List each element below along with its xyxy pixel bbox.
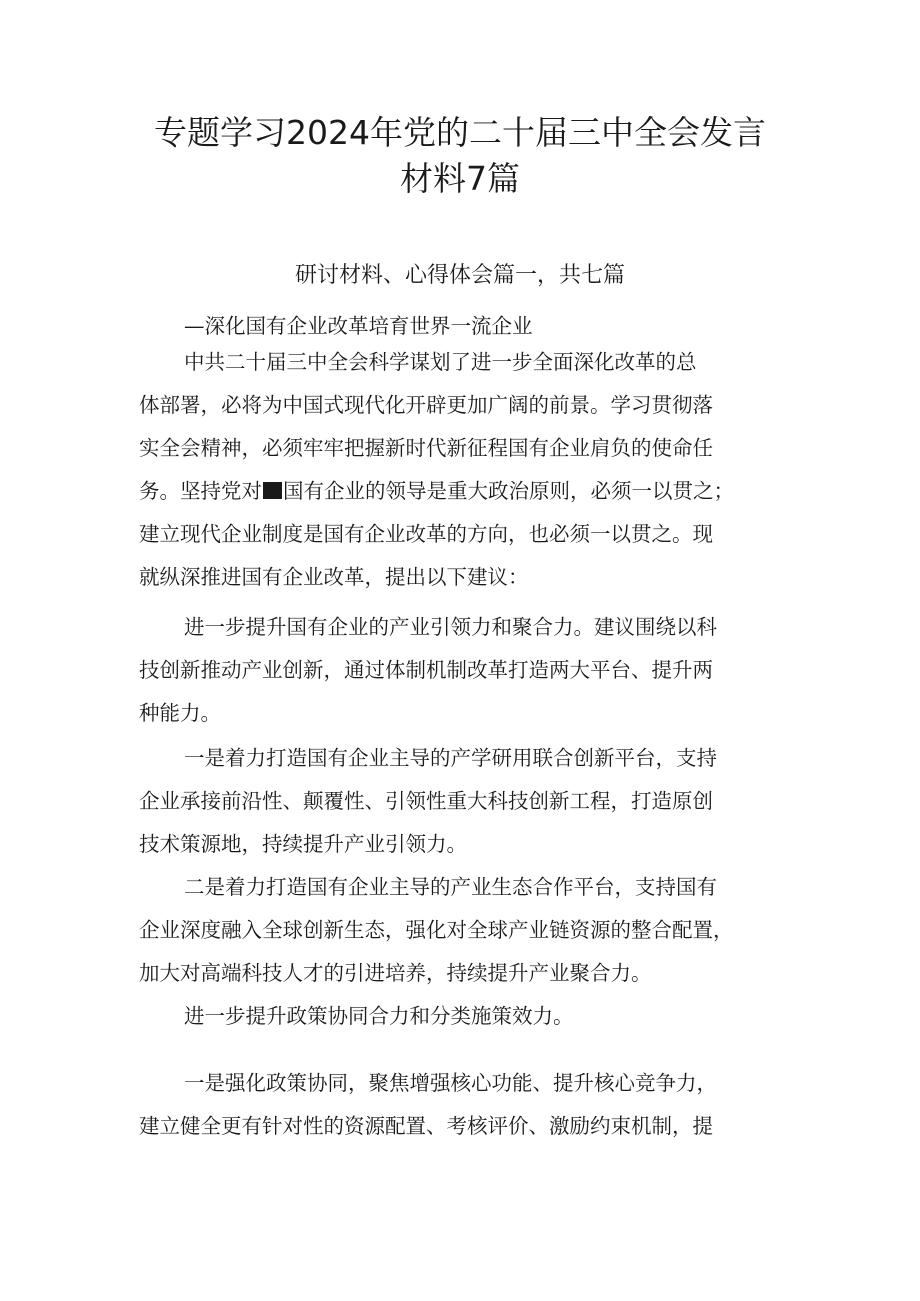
paragraph-line-part: 务。坚持党对 [139,479,262,503]
section-heading: 研讨材料、心得体会篇一，共七篇 [294,263,625,288]
paragraph-line: 建立健全更有针对性的资源配置、考核评价、激励约束机制，提 [139,1114,713,1138]
paragraph-line: 一是着力打造国有企业主导的产学研用联合创新平台，支持 [184,746,717,770]
paragraph-line: 技创新推动产业创新，通过体制机制改革打造两大平台、提升两 [139,658,713,682]
paragraph-line: 技术策源地，持续提升产业引领力。 [139,832,467,856]
paragraph-line-part: 国有企业的领导是重大政治原则，必须一以贯之； [283,479,734,503]
subtitle: —深化国有企业改革培育世界一流企业 [184,314,533,338]
paragraph-line: 企业深度融入全球创新生态，强化对全球产业链资源的整合配置， [139,918,734,942]
paragraph-line: 进一步提升政策协同合力和分类施策效力。 [184,1004,574,1028]
paragraph-line: 二是着力打造国有企业主导的产业生态合作平台，支持国有 [184,875,717,899]
paragraph-line: 就纵深推进国有企业改革，提出以下建议： [139,565,529,589]
paragraph-line-with-mark [139,476,734,506]
paragraph-line: 一是强化政策协同，聚焦增强核心功能、提升核心竞争力， [184,1071,717,1095]
redaction-block [263,482,282,499]
paragraph-line: 体部署，必将为中国式现代化开辟更加广阔的前景。学习贯彻落 [139,393,713,417]
paragraph-line: 中共二十届三中全会科学谋划了进一步全面深化改革的总 [184,350,697,374]
paragraph-line: 实全会精神，必须牢牢把握新时代新征程国有企业肩负的使命任 [139,436,713,460]
paragraph-line: 进一步提升国有企业的产业引领力和聚合力。建议围绕以科 [184,615,717,639]
paragraph-line: 种能力。 [139,701,221,725]
document-title-line-1: 专题学习2024年党的二十届三中全会发言 [154,113,766,152]
paragraph-line: 建立现代企业制度是国有企业改革的方向，也必须一以贯之。现 [139,522,713,546]
paragraph-line: 加大对高端科技人才的引进培养，持续提升产业聚合力。 [139,961,652,985]
paragraph-line: 企业承接前沿性、颠覆性、引领性重大科技创新工程，打造原创 [139,789,713,813]
document-title-line-2: 材料7篇 [400,159,520,198]
